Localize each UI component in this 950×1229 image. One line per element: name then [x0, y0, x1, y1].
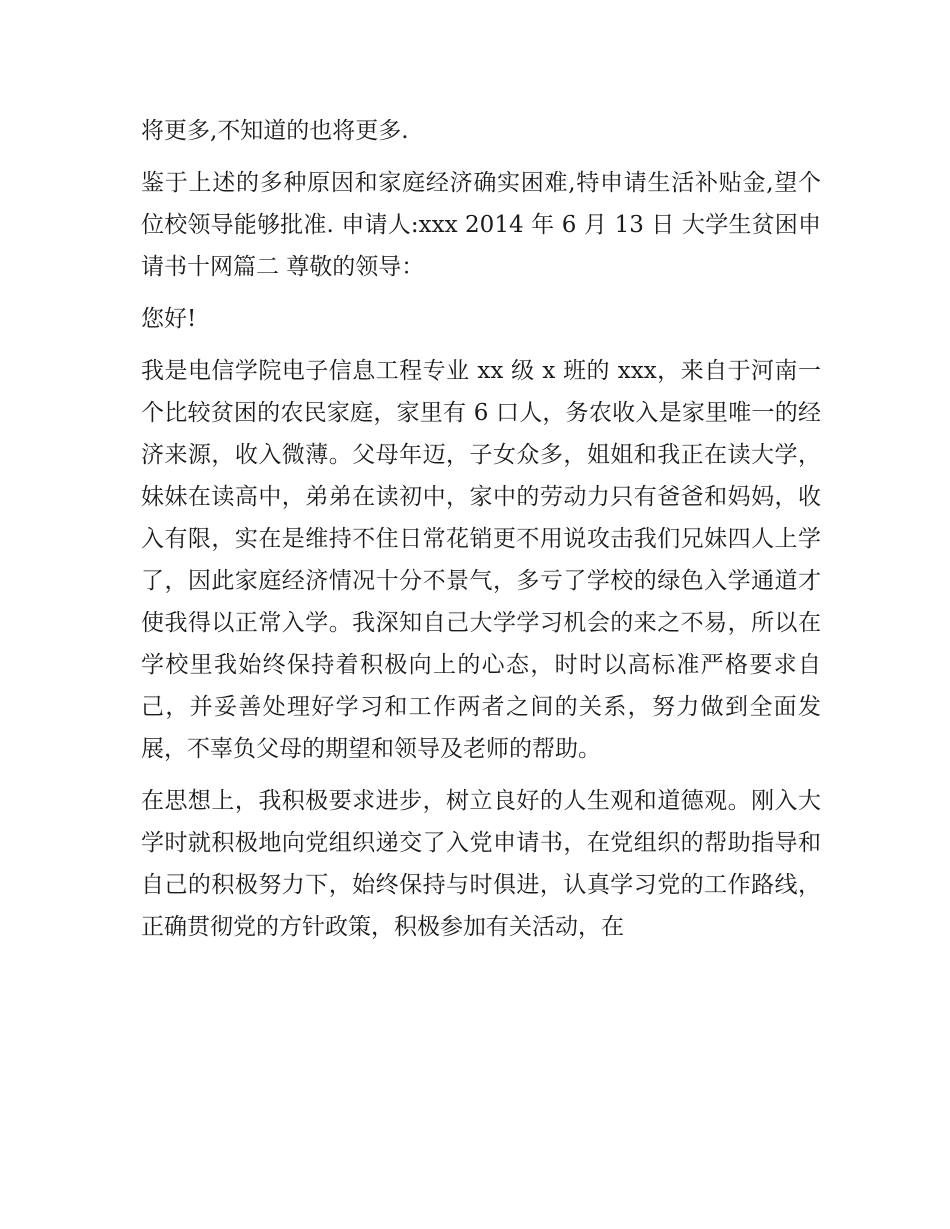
paragraph-family-background: 我是电信学院电子信息工程专业 xx 级 x 班的 xxx，来自于河南一个比较贫困的农民家庭，家里有 6 口人，务农收入是家里唯一的经济来源，收入微薄。父母年迈，子女众多，姐姐和我正在读大学，妹妹在读高中，弟弟在读初中，家中的劳动力只有爸爸和妈妈，收入有限，实在是维持不住日常花销更不用说攻击我们兄妹四人上学了，因此家庭经济情况十分不景气，多亏了学校的绿色入学通道才使我得以正常入学。我深知自己大学学习机会的来之不易，所以在学校里我始终保持着积极向上的心态，时时以高标准严格要求自己，并妥善处理好学习和工作两者之间的关系，努力做到全面发展，不辜负父母的期望和领导及老师的帮助。: [141, 358, 821, 762]
document-body: [141, 110, 821, 948]
paragraph-ideology: 在思想上，我积极要求进步，树立良好的人生观和道德观。刚入大学时就积极地向党组织递交了入党申请书，在党组织的帮助指导和自己的积极努力下，始终保持与时俱进，认真学习党的工作路线，正确贯彻党的方针政策，积极参加有关活动，在: [141, 788, 821, 940]
paragraph-application-close: 鉴于上述的多种原因和家庭经济确实困难,特申请生活补贴金,望个位校领导能够批准. 申请人:xxx 2014 年 6 月 13 日 大学生贫困申请书十网篇二 尊敬的领导：: [141, 170, 821, 280]
paragraph-greeting: 您好!: [141, 306, 197, 332]
paragraph-continuation: 将更多,不知道的也将更多.: [141, 118, 409, 144]
